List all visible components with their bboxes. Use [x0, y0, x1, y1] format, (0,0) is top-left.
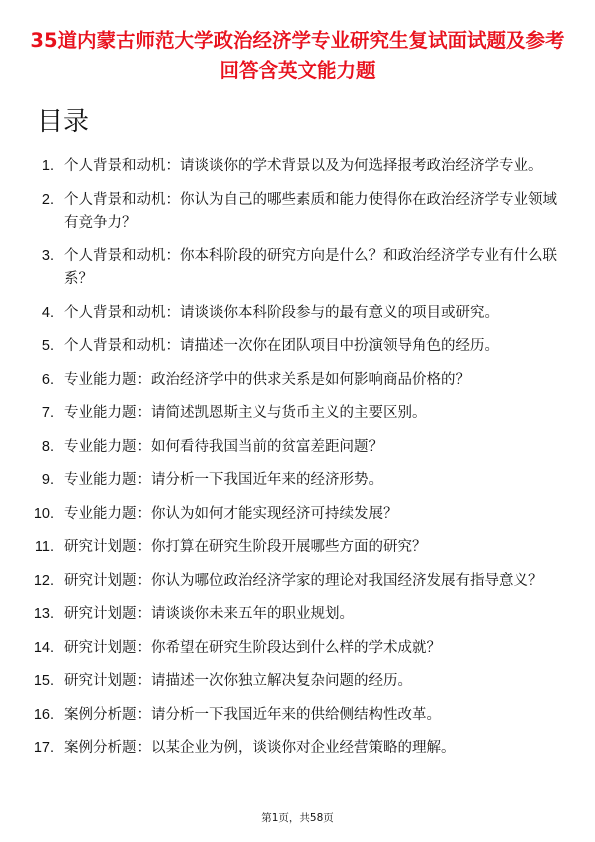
toc-item-number: 6. — [41, 371, 54, 388]
toc-heading: 目录 — [37, 107, 90, 137]
toc-item-number: 16. — [33, 706, 54, 723]
toc-item-text: 个人背景和动机：你认为自己的哪些素质和能力使得你在政治经济学专业领域有竞争力？ — [64, 191, 557, 231]
toc-item-text: 研究计划题：请谈谈你未来五年的职业规划。 — [64, 606, 354, 622]
toc-item[interactable] — [0, 335, 595, 358]
toc-item[interactable] — [0, 436, 595, 459]
toc-item[interactable] — [0, 402, 595, 425]
toc-item[interactable] — [0, 570, 595, 593]
toc-item-text: 专业能力题：你认为如何才能实现经济可持续发展？ — [64, 505, 398, 522]
toc-list — [0, 155, 595, 771]
toc-item[interactable] — [0, 302, 595, 325]
toc-item-text: 研究计划题：你打算在研究生阶段开展哪些方面的研究？ — [64, 539, 427, 555]
toc-item-text: 研究计划题：你认为哪位政治经济学家的理论对我国经济发展有指导意义？ — [64, 572, 543, 589]
toc-item-number: 3. — [41, 248, 54, 264]
toc-item-number: 12. — [33, 572, 54, 589]
toc-item-number: 9. — [41, 472, 54, 488]
toc-item-number: 14. — [33, 639, 54, 656]
toc-item[interactable] — [0, 369, 595, 392]
document-title: 35道内蒙古师范大学政治经济学专业研究生复试面试题及参考回答含英文能力题 — [30, 29, 565, 82]
toc-item[interactable] — [0, 704, 595, 727]
toc-item[interactable] — [0, 189, 595, 235]
toc-item-number: 8. — [41, 438, 54, 455]
toc-item-number: 17. — [33, 740, 54, 756]
toc-item-text: 专业能力题：如何看待我国当前的贫富差距问题？ — [64, 438, 383, 455]
toc-item[interactable] — [0, 737, 595, 760]
toc-item-text: 研究计划题：请描述一次你独立解决复杂问题的经历。 — [64, 673, 412, 689]
toc-item-text: 案例分析题：以某企业为例，谈谈你对企业经营策略的理解。 — [64, 740, 456, 756]
toc-item-number: 13. — [33, 606, 54, 622]
toc-item-number: 1. — [41, 158, 54, 174]
toc-item-text: 案例分析题：请分析一下我国近年来的供给侧结构性改革。 — [64, 706, 441, 723]
toc-item[interactable] — [0, 670, 595, 693]
toc-item-text: 研究计划题：你希望在研究生阶段达到什么样的学术成就？ — [64, 639, 441, 656]
toc-item-number: 11. — [34, 539, 54, 555]
toc-item-text: 专业能力题：请分析一下我国近年来的经济形势。 — [64, 472, 383, 488]
toc-item-number: 5. — [41, 338, 54, 354]
toc-item-text: 个人背景和动机：请描述一次你在团队项目中扮演领导角色的经历。 — [64, 338, 499, 354]
toc-item-number: 4. — [41, 304, 54, 321]
toc-item-number: 7. — [41, 405, 54, 421]
toc-item-text: 专业能力题：请简述凯恩斯主义与货币主义的主要区别。 — [64, 405, 427, 421]
toc-item-number: 2. — [41, 191, 54, 208]
toc-item[interactable] — [0, 536, 595, 559]
toc-item-number: 15. — [33, 673, 54, 689]
toc-item-text: 个人背景和动机：请谈谈你的学术背景以及为何选择报考政治经济学专业。 — [64, 158, 543, 174]
toc-item[interactable] — [0, 469, 595, 492]
page-footer: 第1页，共58页 — [261, 812, 334, 824]
toc-item-text: 个人背景和动机：请谈谈你本科阶段参与的最有意义的项目或研究。 — [64, 304, 499, 321]
toc-item[interactable] — [0, 155, 595, 178]
toc-item[interactable] — [0, 503, 595, 526]
toc-item[interactable] — [0, 637, 595, 660]
toc-item-text: 个人背景和动机：你本科阶段的研究方向是什么？和政治经济学专业有什么联系？ — [64, 248, 557, 287]
toc-item[interactable] — [0, 245, 595, 291]
toc-item-number: 10. — [33, 505, 54, 522]
toc-item-text: 专业能力题：政治经济学中的供求关系是如何影响商品价格的？ — [64, 371, 470, 388]
toc-item[interactable] — [0, 603, 595, 626]
